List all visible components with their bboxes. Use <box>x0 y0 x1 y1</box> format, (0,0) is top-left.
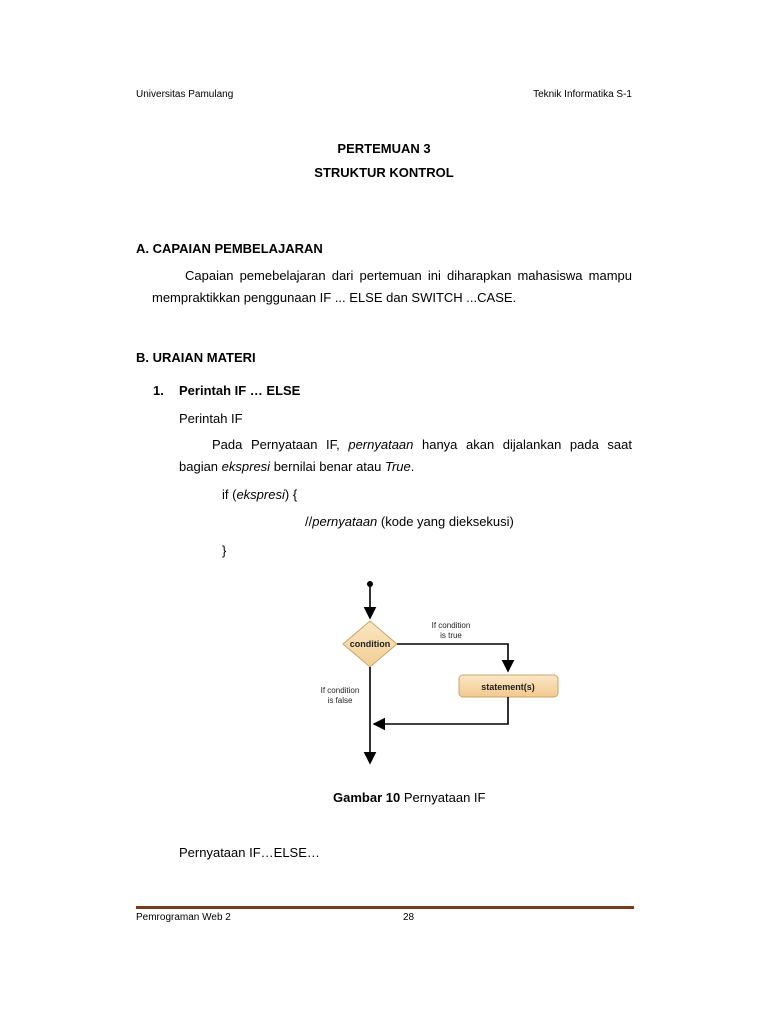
header-left: Universitas Pamulang <box>136 89 234 100</box>
page-subtitle: STRUKTUR KONTROL <box>314 165 454 180</box>
footer-rule <box>136 906 634 909</box>
section-a-heading: A. CAPAIAN PEMBELAJARAN <box>136 241 323 256</box>
code-line-2: //pernyataan (kode yang dieksekusi) <box>305 514 514 529</box>
item-number: 1. <box>153 383 164 398</box>
subheading: Perintah IF <box>179 411 243 426</box>
page-title: PERTEMUAN 3 <box>337 141 431 156</box>
true-arrow <box>397 644 508 671</box>
para-text-4: . <box>410 459 415 474</box>
false-label-2: is false <box>327 696 353 705</box>
code-line-3: } <box>222 543 227 558</box>
para-text-3: bernilai benar atau <box>270 459 385 474</box>
section-a-paragraph <box>152 265 632 309</box>
para-italic-2: ekspresi <box>221 459 271 474</box>
next-heading: Pernyataan IF…ELSE… <box>179 845 320 860</box>
false-label-1: If condition <box>320 686 360 695</box>
para-text-1: Pada Pernyataan IF, <box>212 437 349 452</box>
para-italic-1: pernyataan <box>348 437 414 452</box>
item-title: Perintah IF … ELSE <box>179 383 301 398</box>
true-label-1: If condition <box>431 621 471 630</box>
statement-label: statement(s) <box>481 682 535 692</box>
condition-label: condition <box>349 639 391 649</box>
if-flowchart <box>300 575 570 770</box>
header-right: Teknik Informatika S-1 <box>533 89 632 100</box>
para-italic-3: True <box>385 459 411 474</box>
page-number: 28 <box>403 912 415 923</box>
para-text-2: hanya akan dijalankan pada saat bagian <box>179 437 632 474</box>
true-label-2: is true <box>440 631 462 640</box>
if-paragraph <box>179 434 632 478</box>
return-arrow <box>374 697 508 724</box>
footer-left: Pemrograman Web 2 <box>136 912 231 923</box>
section-b-heading: B. URAIAN MATERI <box>136 350 256 365</box>
code-line-1: if (ekspresi) { <box>222 487 298 502</box>
figure-caption: Gambar 10 Pernyataan IF <box>333 790 486 805</box>
section-a-text: Capaian pemebelajaran dari pertemuan ini diharapkan mahasiswa mampu mempraktikkan penggunaan IF ... ELSE dan SWITCH ...CASE. <box>152 268 632 305</box>
